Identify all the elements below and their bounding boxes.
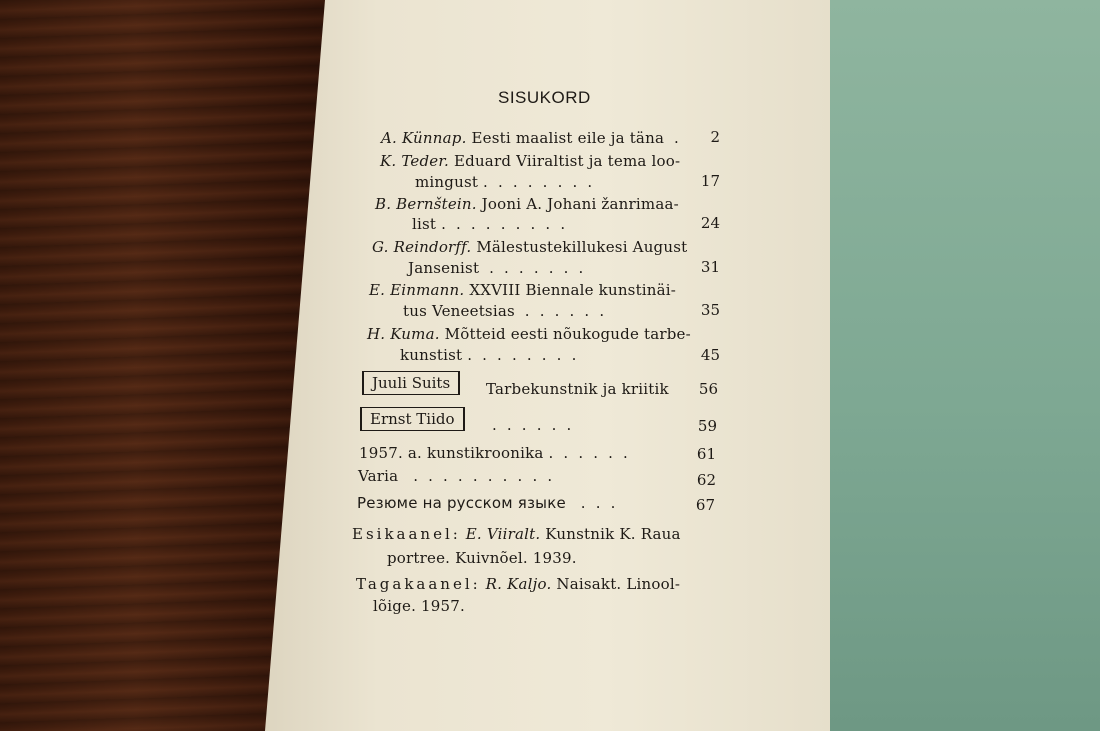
toc-entry-cont: Jansenist . . . . . . . xyxy=(408,259,584,277)
green-book-cover xyxy=(820,0,1100,731)
page-number: 67 xyxy=(695,496,715,514)
toc-entry: 1957. a. kunstikroonika . . . . . . xyxy=(359,444,629,462)
toc-entry-cont: list . . . . . . . . . xyxy=(412,215,566,233)
boxed-author-name: Ernst Tiido xyxy=(360,407,465,431)
page-number: 17 xyxy=(700,172,720,190)
page-number: 61 xyxy=(696,445,716,463)
page-number: 31 xyxy=(700,258,720,276)
front-cover-note-cont: portree. Kuivnõel. 1939. xyxy=(387,549,577,567)
toc-entry: G. Reindorff. Mälestustekillukesi August xyxy=(372,238,688,256)
front-cover-note: Esikaanel: E. Viiralt. Kunstnik K. Raua xyxy=(352,525,681,543)
page-number: 56 xyxy=(698,380,718,398)
page-title: SISUKORD xyxy=(498,88,591,107)
page-number: 35 xyxy=(700,301,720,319)
back-cover-note: Tagakaanel: R. Kaljo. Naisakt. Linool- xyxy=(356,575,681,593)
toc-entry: Резюме на русском языке . . . xyxy=(357,494,616,512)
toc-entry: Varia . . . . . . . . . . xyxy=(358,467,553,485)
page-number: 45 xyxy=(700,346,720,364)
toc-entry-cont: kunstist . . . . . . . . xyxy=(400,346,577,364)
toc-entry: B. Bernštein. Jooni A. Johani žanrimaa- xyxy=(375,195,679,213)
toc-entry: K. Teder. Eduard Viiraltist ja tema loo- xyxy=(380,152,681,170)
boxed-author-name: Juuli Suits xyxy=(362,371,460,395)
book-page xyxy=(265,0,830,731)
leader-dots: . . . . . . xyxy=(492,416,572,434)
back-cover-note-cont: lõige. 1957. xyxy=(373,597,465,615)
toc-entry: A. Künnap. Eesti maalist eile ja täna . xyxy=(381,129,679,147)
page-number: 2 xyxy=(710,128,720,146)
toc-entry-cont: tus Veneetsias . . . . . . xyxy=(403,302,605,320)
toc-entry: H. Kuma. Mõtteid eesti nõukogude tarbe- xyxy=(367,325,691,343)
toc-entry: E. Einmann. XXVIII Biennale kunstinäi- xyxy=(369,281,677,299)
toc-entry: Tarbekunstnik ja kriitik xyxy=(486,380,669,398)
page-number: 59 xyxy=(697,417,717,435)
page-number: 62 xyxy=(696,471,716,489)
toc-entry-cont: mingust . . . . . . . . xyxy=(415,173,593,191)
page-number: 24 xyxy=(700,214,720,232)
